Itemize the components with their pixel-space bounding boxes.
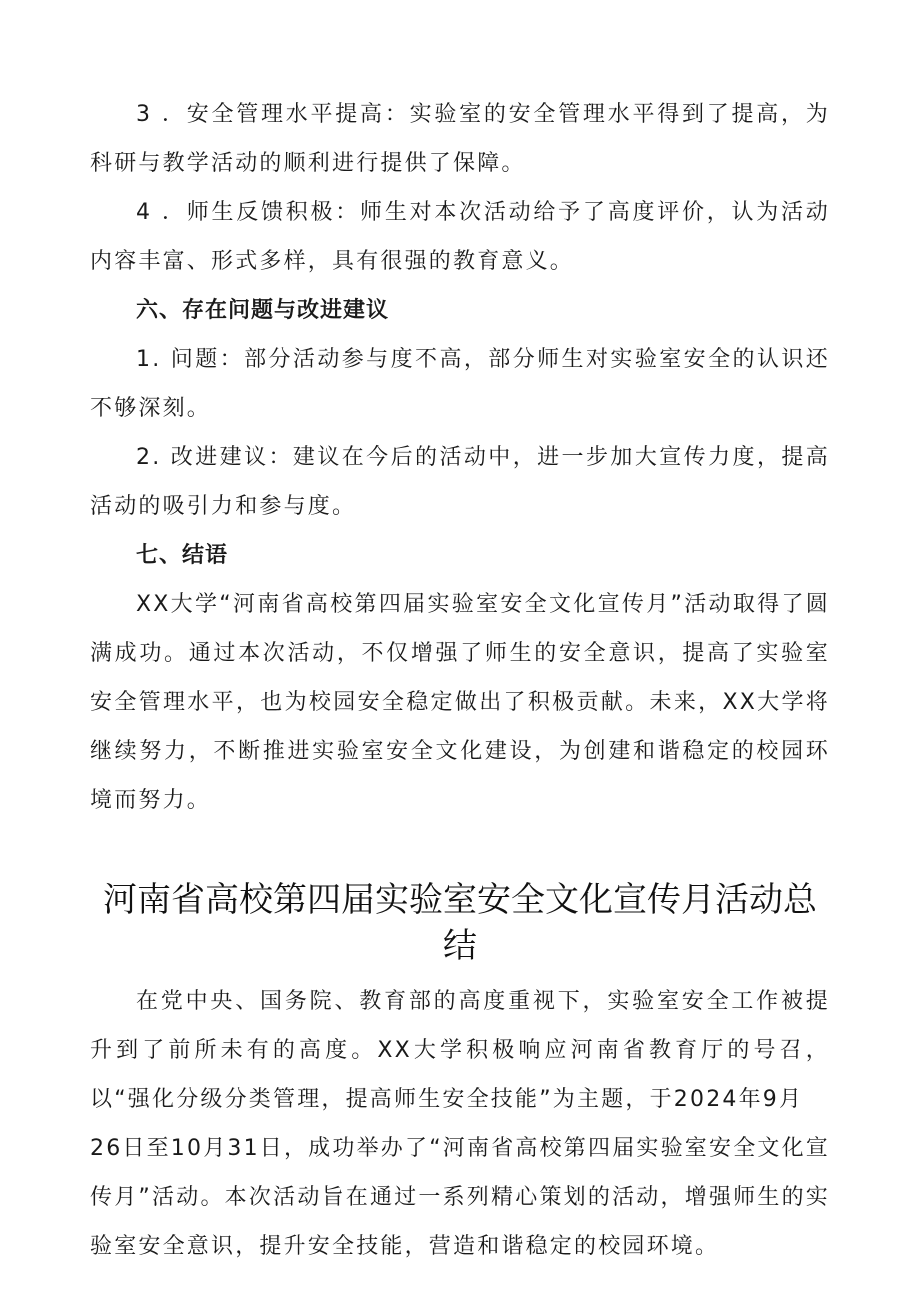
- result-item-4: 4 ．师生反馈积极：师生对本次活动给予了高度评价，认为活动内容丰富、形式多样，具有很强的教育意义。: [90, 200, 830, 274]
- document-page: [90, 90, 830, 1271]
- section-heading-problems: 六、存在问题与改进建议: [136, 298, 390, 323]
- document-title-line1: 河南省高校第四届实验室安全文化宣传月活动总: [103, 880, 817, 920]
- result-item-3: 3 ．安全管理水平提高：实验室的安全管理水平得到了提高，为科研与教学活动的顺利进行提供了保障。: [90, 102, 830, 176]
- conclusion-paragraph: XX大学“河南省高校第四届实验室安全文化宣传月”活动取得了圆满成功。通过本次活动，不仅增强了师生的安全意识，提高了实验室安全管理水平，也为校园安全稳定做出了积极贡献。未来，XX大学将继续努力，不断推进实验室安全文化建设，为创建和谐稳定的校园环境而努力。: [90, 592, 830, 813]
- document-title: [90, 877, 830, 969]
- document-title-line2: 结: [443, 926, 477, 966]
- improvement-item: 2. 改进建议：建议在今后的活动中，进一步加大宣传力度，提高活动的吸引力和参与度。: [90, 445, 830, 519]
- intro-paragraph-start: 在党中央、国务院、教育部的高度重视下，实验室安全工作被提升到了前所未有的高度。XX大学积极响应河南省教育厅的号召，以“强化分级分类管理，提高师生安全技能”为主题，于2024年9月: [90, 989, 830, 1112]
- intro-paragraph-continued: 26日至10月31日，成功举办了“河南省高校第四届实验室安全文化宣传月”活动。本次活动旨在通过一系列精心策划的活动，增强师生的实验室安全意识，提升安全技能，营造和谐稳定的校园环境。: [90, 1136, 830, 1259]
- section-heading-conclusion: 七、结语: [136, 543, 229, 568]
- problem-item: 1. 问题：部分活动参与度不高，部分师生对实验室安全的认识还不够深刻。: [90, 347, 830, 421]
